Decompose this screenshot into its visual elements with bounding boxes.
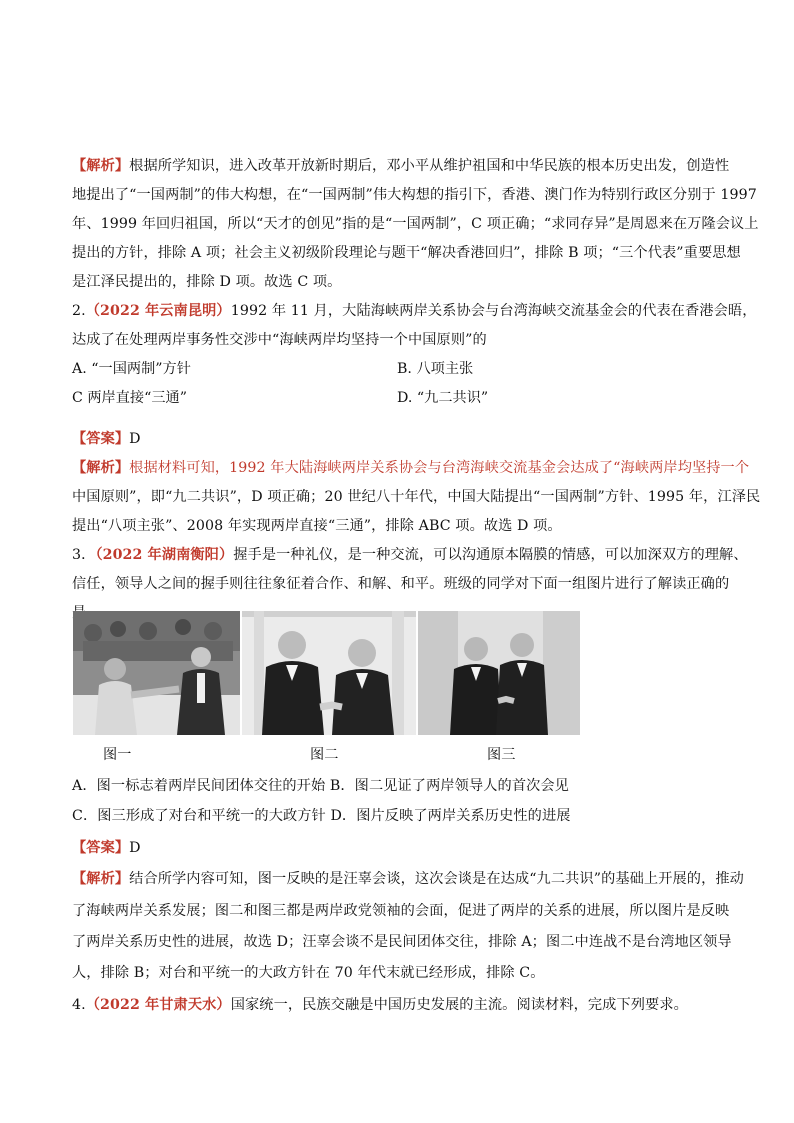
q1-analysis-line-4: 提出的方针，排除 A 项；社会主义初级阶段理论与题干“解决香港回归”，排除 B 项；“三个代表”重要思想: [72, 245, 741, 261]
q2-analysis-line-2: 中国原则”，即“九二共识”，D 项正确；20 世纪八十年代，中国大陆提出“一国两制”方针、1995 年，江泽民: [72, 489, 761, 505]
photo-1-caption: 图一: [103, 747, 132, 763]
question-source: （2022 年湖南衡阳）: [95, 547, 234, 563]
q3-stem-line-1: 3．（2022 年湖南衡阳）握手是一种礼仪，是一种交流，可以沟通原本隔膜的情感，可以加深双方的理解、: [72, 547, 748, 563]
answer-tag: 【答案】: [72, 840, 130, 856]
q1-analysis-line-1: 【解析】根据所学知识，进入改革开放新时期后，邓小平从维护祖国和中华民族的根本历史出发，创造性: [72, 158, 730, 174]
analysis-tag: 【解析】: [72, 871, 130, 887]
photo-2-caption: 图二: [310, 747, 339, 763]
photo-2: [242, 611, 416, 735]
analysis-tag: 【解析】: [72, 158, 130, 174]
q2-analysis-line-1: 【解析】根据材料可知，1992 年大陆海峡两岸关系协会与台湾海峡交流基金会达成了“海峡两岸均坚持一个: [72, 460, 750, 476]
q2-stem-line-1: 2.（2022 年云南昆明）1992 年 11 月，大陆海峡两岸关系协会与台湾海峡交流基金会的代表在香港会晤，: [72, 303, 757, 319]
photo-3: [418, 611, 580, 735]
q3-analysis-line-3: 了两岸关系历史性的进展，故选 D；汪辜会谈不是民间团体交往，排除 A；图二中连战不是台湾地区领导: [72, 934, 732, 950]
q1-analysis-line-5: 是江泽民提出的，排除 D 项。故选 C 项。: [72, 274, 342, 290]
question-source: （2022 年云南昆明）: [85, 303, 231, 319]
q3-analysis-line-1: 【解析】结合所学内容可知，图一反映的是汪辜会谈，这次会谈是在达成“九二共识”的基础上开展的，推动: [72, 871, 744, 887]
q3-analysis-line-2: 了海峡两岸关系发展；图二和图三都是两岸政党领袖的会面，促进了两岸的关系的进展，所以图片是反映: [72, 903, 730, 919]
q2-analysis-line-3: 提出“八项主张”、2008 年实现两岸直接“三通”，排除 ABC 项。故选 D 项。: [72, 518, 562, 534]
q2-option-b: B. 八项主张: [397, 361, 474, 377]
q3-stem-line-2: 信任，领导人之间的握手则往往象征着合作、和解、和平。班级的同学对下面一组图片进行了解读正确的: [72, 576, 730, 592]
q1-analysis-line-2: 地提出了“一国两制”的伟大构想，在“一国两制”伟大构想的指引下，香港、澳门作为特别行政区分别于 1997: [72, 187, 757, 203]
answer-tag: 【答案】: [72, 431, 130, 447]
q2-option-d: D. “九二共识”: [397, 390, 489, 406]
q2-option-c: C 两岸直接“三通”: [72, 390, 187, 406]
q2-answer: 【答案】D: [72, 431, 141, 447]
q1-analysis-line-3: 年、1999 年回归祖国，所以“天才的创见”指的是“一国两制”，C 项正确；“求同存异”是周恩来在万隆会议上: [72, 216, 759, 232]
photo-1: [73, 611, 240, 735]
analysis-tag: 【解析】: [72, 460, 130, 476]
question-number: 4.: [72, 997, 86, 1013]
photo-3-caption: 图三: [487, 747, 516, 763]
q3-answer: 【答案】D: [72, 840, 141, 856]
q3-options-cd: C．图三形成了对台和平统一的大政方针 D．图片反映了两岸关系历史性的进展: [72, 808, 571, 824]
q2-stem-line-2: 达成了在处理两岸事务性交涉中“海峡两岸均坚持一个中国原则”的: [72, 332, 487, 348]
q3-options-ab: A．图一标志着两岸民间团体交往的开始 B．图二见证了两岸领导人的首次会见: [72, 778, 569, 794]
q4-stem: 4.（2022 年甘肃天水）国家统一，民族交融是中国历史发展的主流。阅读材料，完成下列要求。: [72, 997, 688, 1013]
question-number: 3．: [72, 547, 96, 563]
question-source: （2022 年甘肃天水）: [85, 997, 231, 1013]
question-number: 2.: [72, 303, 86, 319]
q2-option-a: A. “一国两制”方针: [72, 361, 191, 377]
q3-analysis-line-4: 人，排除 B；对台和平统一的大政方针在 70 年代末就已经形成，排除 C。: [72, 965, 545, 981]
